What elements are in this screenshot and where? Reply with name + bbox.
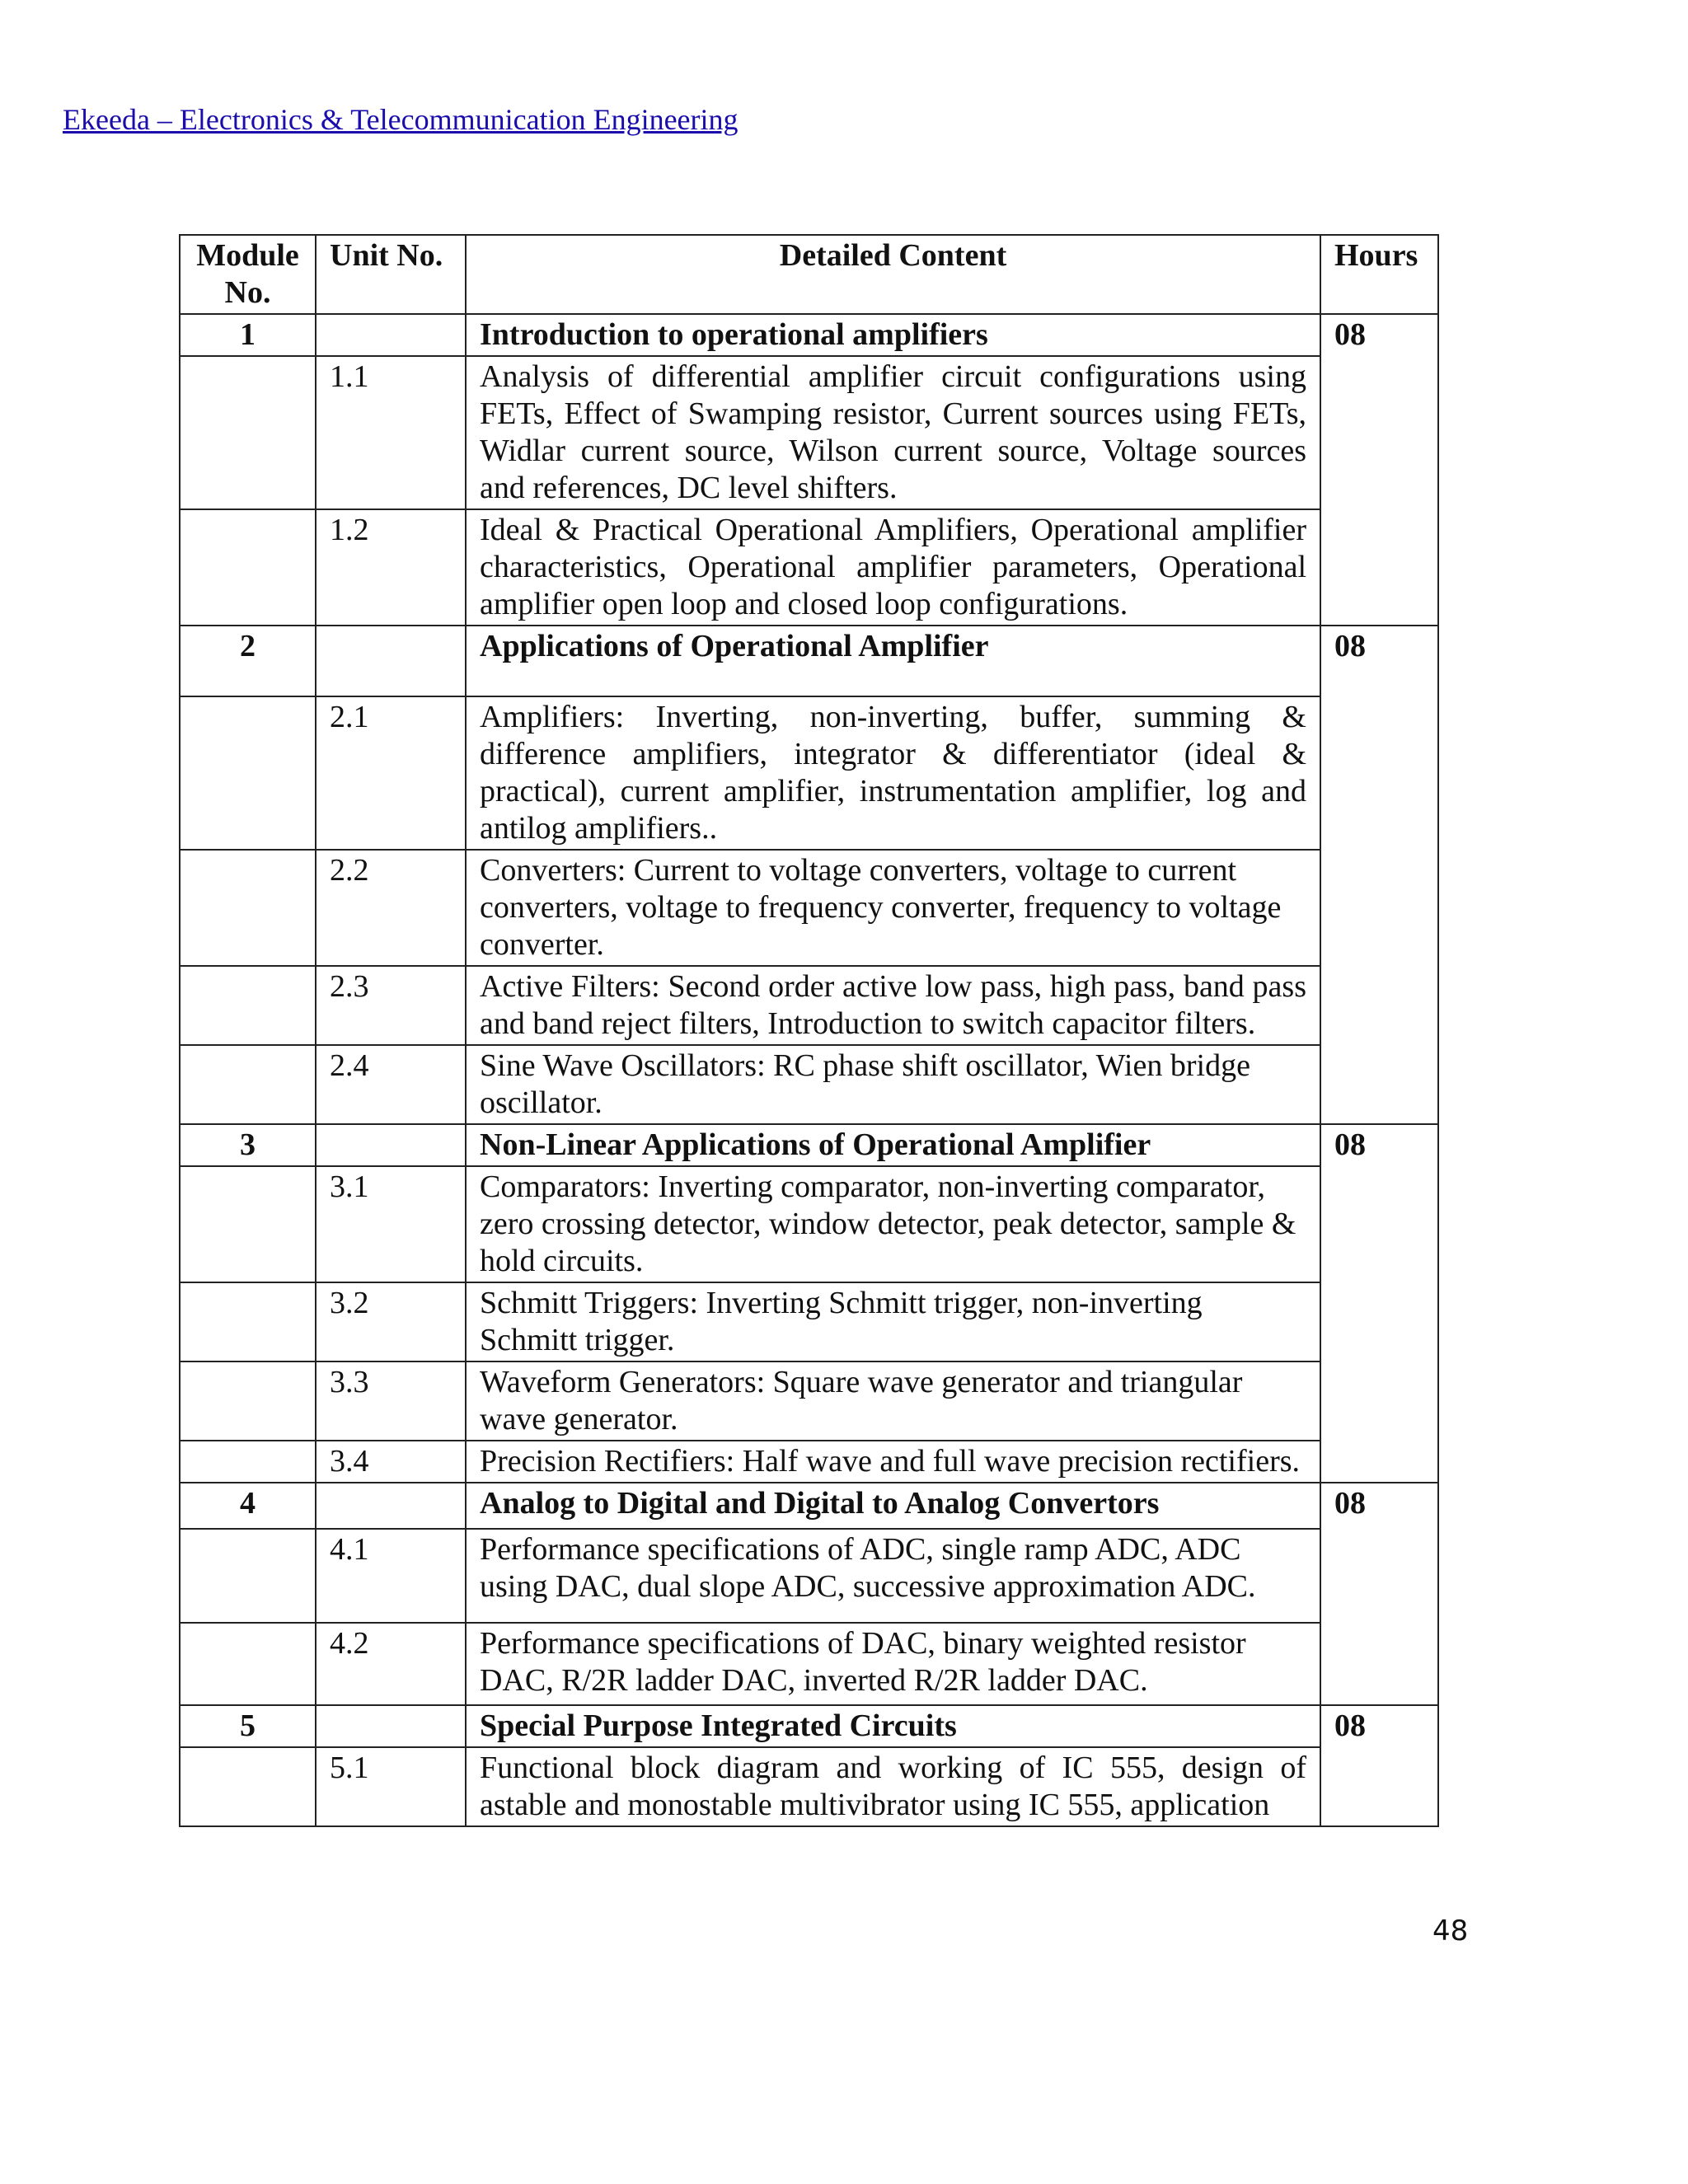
module-no-header: Module No.: [180, 235, 316, 314]
unit-row: [180, 1045, 1438, 1124]
module-row: [180, 1483, 1438, 1529]
unit-number: 3.3: [316, 1361, 466, 1441]
module-number: 3: [180, 1124, 316, 1166]
module-title: Non-Linear Applications of Operational Amplifier: [466, 1124, 1320, 1166]
module-number-empty: [180, 356, 316, 509]
module-number-empty: [180, 1361, 316, 1441]
module-hours: 08: [1320, 1483, 1438, 1705]
module-title: Introduction to operational amplifiers: [466, 314, 1320, 356]
unit-number: 1.2: [316, 509, 466, 626]
unit-row: [180, 1361, 1438, 1441]
unit-row: [180, 1529, 1438, 1623]
unit-content: Converters: Current to voltage converters, voltage to current converters, voltage to frequency converter, frequency to voltage converter.: [466, 850, 1320, 966]
unit-row: [180, 696, 1438, 850]
module-row: [180, 626, 1438, 696]
unit-number: 2.2: [316, 850, 466, 966]
unit-number: 2.3: [316, 966, 466, 1045]
unit-number-empty: [316, 1483, 466, 1529]
unit-number: 5.1: [316, 1747, 466, 1826]
module-number-empty: [180, 850, 316, 966]
unit-number: 1.1: [316, 356, 466, 509]
module-hours: 08: [1320, 1124, 1438, 1483]
unit-content: Active Filters: Second order active low pass, high pass, band pass and band reject filters, Introduction to switch capacitor filters.: [466, 966, 1320, 1045]
unit-row: [180, 966, 1438, 1045]
unit-content: Analysis of differential amplifier circuit configurations using FETs, Effect of Swamping resistor, Current sources using FETs, Widlar current source, Wilson current source, Voltage sources and references, DC level shifters.: [466, 356, 1320, 509]
unit-no-header: Unit No.: [316, 235, 466, 314]
unit-content: Amplifiers: Inverting, non-inverting, buffer, summing & difference amplifiers, integrator & differentiator (ideal & practical), current amplifier, instrumentation amplifier, log and antilog amplifiers..: [466, 696, 1320, 850]
unit-content: Ideal & Practical Operational Amplifiers, Operational amplifier characteristics, Operational amplifier parameters, Operational amplifier open loop and closed loop configurations.: [466, 509, 1320, 626]
unit-number: 3.1: [316, 1166, 466, 1282]
header-link[interactable]: Ekeeda – Electronics & Telecommunication Engineering: [63, 103, 738, 136]
module-number-empty: [180, 1623, 316, 1705]
unit-content: Performance specifications of ADC, single ramp ADC, ADC using DAC, dual slope ADC, successive approximation ADC.: [466, 1529, 1320, 1623]
unit-number-empty: [316, 1124, 466, 1166]
unit-number: 3.2: [316, 1282, 466, 1361]
module-number-empty: [180, 696, 316, 850]
module-number-empty: [180, 966, 316, 1045]
module-number-empty: [180, 1166, 316, 1282]
module-title: Special Purpose Integrated Circuits: [466, 1705, 1320, 1747]
table-header-row: [180, 235, 1438, 314]
module-title: Applications of Operational Amplifier: [466, 626, 1320, 696]
unit-content: Precision Rectifiers: Half wave and full wave precision rectifiers.: [466, 1441, 1320, 1483]
detailed-content-header: Detailed Content: [466, 235, 1320, 314]
module-number: 4: [180, 1483, 316, 1529]
unit-number: 4.1: [316, 1529, 466, 1623]
unit-number: 3.4: [316, 1441, 466, 1483]
module-number-empty: [180, 1282, 316, 1361]
unit-row: [180, 1747, 1438, 1826]
unit-number-empty: [316, 626, 466, 696]
module-row: [180, 314, 1438, 356]
module-number-empty: [180, 1529, 316, 1623]
unit-row: [180, 1282, 1438, 1361]
unit-content: Functional block diagram and working of IC 555, design of astable and monostable multivibrator using IC 555, application: [466, 1747, 1320, 1826]
unit-row: [180, 509, 1438, 626]
module-number: 2: [180, 626, 316, 696]
unit-number: 2.1: [316, 696, 466, 850]
unit-number-empty: [316, 1705, 466, 1747]
unit-content: Waveform Generators: Square wave generator and triangular wave generator.: [466, 1361, 1320, 1441]
module-number: 5: [180, 1705, 316, 1747]
unit-number-empty: [316, 314, 466, 356]
module-number-empty: [180, 509, 316, 626]
unit-row: [180, 356, 1438, 509]
page-number: 48: [1432, 1915, 1469, 1947]
syllabus-table: [179, 234, 1439, 1827]
unit-content: Sine Wave Oscillators: RC phase shift oscillator, Wien bridge oscillator.: [466, 1045, 1320, 1124]
unit-number: 4.2: [316, 1623, 466, 1705]
unit-row: [180, 1623, 1438, 1705]
module-hours: 08: [1320, 314, 1438, 626]
module-hours: 08: [1320, 1705, 1438, 1826]
module-number-empty: [180, 1747, 316, 1826]
hours-header: Hours: [1320, 235, 1438, 314]
module-hours: 08: [1320, 626, 1438, 1124]
unit-row: [180, 850, 1438, 966]
module-number-empty: [180, 1045, 316, 1124]
unit-content: Schmitt Triggers: Inverting Schmitt trigger, non-inverting Schmitt trigger.: [466, 1282, 1320, 1361]
unit-number: 2.4: [316, 1045, 466, 1124]
unit-content: Performance specifications of DAC, binary weighted resistor DAC, R/2R ladder DAC, inverted R/2R ladder DAC.: [466, 1623, 1320, 1705]
module-title: Analog to Digital and Digital to Analog Convertors: [466, 1483, 1320, 1529]
module-number: 1: [180, 314, 316, 356]
unit-content: Comparators: Inverting comparator, non-inverting comparator, zero crossing detector, window detector, peak detector, sample & hold circuits.: [466, 1166, 1320, 1282]
unit-row: [180, 1441, 1438, 1483]
unit-row: [180, 1166, 1438, 1282]
module-number-empty: [180, 1441, 316, 1483]
module-row: [180, 1705, 1438, 1747]
module-row: [180, 1124, 1438, 1166]
